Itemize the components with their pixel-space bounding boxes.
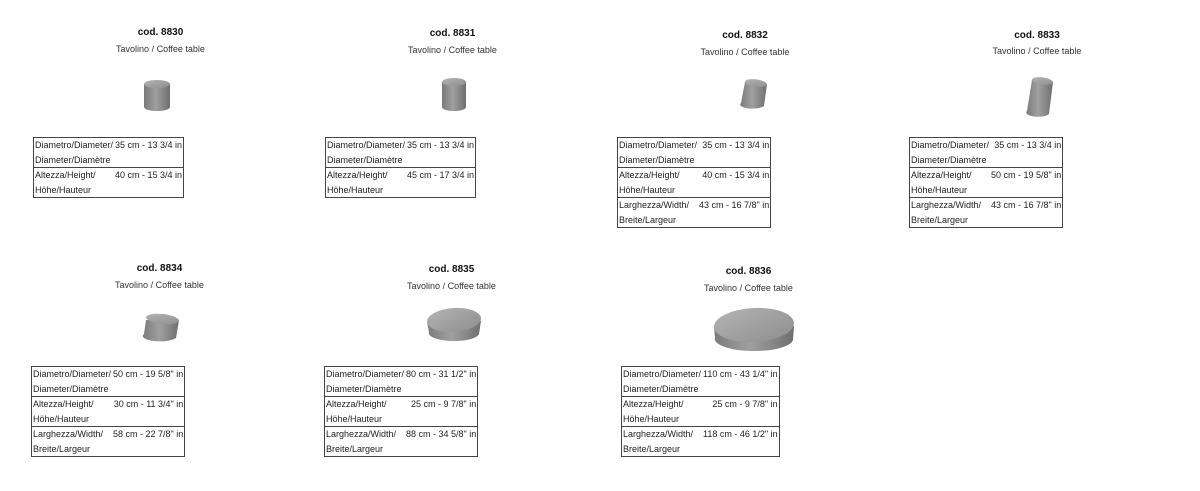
spec-table	[33, 137, 184, 198]
product-card-8832	[617, 30, 873, 230]
spec-row-height	[325, 397, 478, 427]
spec-label: Diametro/Diameter/	[326, 369, 405, 379]
spec-value: 80 cm - 31 1/2" in	[405, 367, 478, 397]
spec-label: Breite/Largeur	[623, 443, 681, 454]
spec-label: Diametro/Diameter/	[33, 369, 112, 379]
spec-row-diameter	[622, 367, 780, 397]
tilted-cylinder-icon	[738, 76, 770, 110]
spec-label: Altezza/Height/	[619, 170, 680, 180]
product-card-8831	[325, 28, 580, 200]
spec-table	[909, 137, 1063, 228]
spec-table	[325, 137, 476, 198]
product-subtitle: Tavolino / Coffee table	[704, 283, 793, 293]
spec-label: Diametro/Diameter/	[35, 140, 114, 150]
product-subtitle: Tavolino / Coffee table	[116, 44, 205, 54]
spec-label: Altezza/Height/	[327, 170, 388, 180]
spec-row-height	[618, 168, 771, 198]
spec-value: 35 cm - 13 3/4 in	[990, 138, 1063, 168]
product-card-8835	[324, 264, 579, 464]
spec-label: Diametro/Diameter/	[623, 369, 702, 379]
spec-value: 35 cm - 13 3/4 in	[406, 138, 476, 168]
product-subtitle: Tavolino / Coffee table	[700, 47, 790, 57]
spec-row-height	[34, 168, 184, 198]
spec-label: Höhe/Hauteur	[619, 184, 676, 195]
spec-row-height	[622, 397, 780, 427]
spec-label: Diameter/Diamètre	[619, 154, 695, 165]
spec-value: 50 cm - 19 5/8" in	[112, 367, 185, 397]
spec-table	[31, 366, 185, 457]
large-low-disc-icon	[711, 304, 797, 356]
spec-label: Höhe/Hauteur	[911, 184, 968, 195]
spec-value: 43 cm - 16 7/8" in	[990, 198, 1063, 228]
spec-label: Diameter/Diamètre	[33, 383, 109, 394]
spec-label: Diameter/Diamètre	[35, 154, 111, 165]
spec-row-width	[32, 427, 185, 457]
spec-value: 88 cm - 34 5/8" in	[405, 427, 478, 457]
spec-label: Höhe/Hauteur	[623, 413, 680, 424]
spec-label: Altezza/Height/	[326, 399, 387, 409]
spec-row-diameter	[910, 138, 1063, 168]
spec-row-height	[32, 397, 185, 427]
spec-label: Höhe/Hauteur	[327, 184, 384, 195]
spec-label: Breite/Largeur	[619, 214, 677, 225]
spec-table	[324, 366, 478, 457]
product-card-8833	[909, 30, 1165, 230]
product-subtitle: Tavolino / Coffee table	[408, 45, 497, 55]
spec-value: 110 cm - 43 1/4" in	[702, 367, 779, 397]
spec-label: Diameter/Diamètre	[327, 154, 403, 165]
spec-row-width	[618, 198, 771, 228]
spec-label: Höhe/Hauteur	[33, 413, 90, 424]
spec-table	[617, 137, 771, 228]
spec-label: Breite/Largeur	[911, 214, 969, 225]
cylinder-icon	[439, 77, 469, 113]
spec-label: Altezza/Height/	[623, 399, 684, 409]
spec-row-diameter	[326, 138, 476, 168]
spec-label: Diameter/Diamètre	[911, 154, 987, 165]
product-code: cod. 8833	[1014, 30, 1060, 41]
spec-label: Breite/Largeur	[326, 443, 384, 454]
spec-value: 35 cm - 13 3/4 in	[114, 138, 184, 168]
spec-value: 35 cm - 13 3/4 in	[698, 138, 771, 168]
spec-label: Höhe/Hauteur	[326, 413, 383, 424]
wide-tilted-cylinder-icon	[142, 308, 182, 342]
spec-value: 45 cm - 17 3/4 in	[406, 168, 476, 198]
product-card-8830	[33, 27, 288, 199]
low-disc-icon	[424, 304, 484, 344]
product-card-8836	[621, 266, 876, 466]
product-code: cod. 8830	[137, 27, 184, 38]
spec-row-diameter	[32, 367, 185, 397]
product-code: cod. 8835	[428, 264, 475, 275]
spec-label: Diametro/Diameter/	[911, 140, 990, 150]
spec-label: Breite/Largeur	[33, 443, 91, 454]
spec-value: 58 cm - 22 7/8" in	[112, 427, 185, 457]
product-card-8834	[31, 263, 288, 463]
product-code: cod. 8832	[722, 30, 768, 41]
spec-row-height	[910, 168, 1063, 198]
spec-label: Diametro/Diameter/	[619, 140, 698, 150]
spec-label: Diametro/Diameter/	[327, 140, 406, 150]
spec-row-diameter	[34, 138, 184, 168]
product-subtitle: Tavolino / Coffee table	[407, 281, 496, 291]
spec-value: 50 cm - 19 5/8" in	[990, 168, 1063, 198]
product-subtitle: Tavolino / Coffee table	[992, 46, 1082, 56]
spec-label: Altezza/Height/	[911, 170, 972, 180]
spec-row-width	[325, 427, 478, 457]
spec-label: Diameter/Diamètre	[623, 383, 699, 394]
spec-row-height	[326, 168, 476, 198]
spec-label: Altezza/Height/	[33, 399, 94, 409]
spec-value: 40 cm - 15 3/4 in	[114, 168, 184, 198]
tall-tilted-cylinder-icon	[1024, 74, 1056, 118]
short-cylinder-icon	[141, 79, 173, 113]
spec-value: 25 cm - 9 7/8" in	[702, 397, 779, 427]
spec-value: 118 cm - 46 1/2" in	[702, 427, 779, 457]
spec-row-diameter	[325, 367, 478, 397]
spec-label: Larghezza/Width/	[911, 200, 982, 210]
spec-label: Larghezza/Width/	[619, 200, 690, 210]
spec-row-width	[622, 427, 780, 457]
product-code: cod. 8831	[429, 28, 476, 39]
spec-row-width	[910, 198, 1063, 228]
product-code: cod. 8836	[725, 266, 772, 277]
spec-label: Altezza/Height/	[35, 170, 96, 180]
spec-row-diameter	[618, 138, 771, 168]
spec-label: Höhe/Hauteur	[35, 184, 92, 195]
product-subtitle: Tavolino / Coffee table	[115, 280, 204, 290]
spec-table	[621, 366, 780, 457]
product-code: cod. 8834	[136, 263, 183, 274]
spec-value: 25 cm - 9 7/8" in	[405, 397, 478, 427]
spec-value: 43 cm - 16 7/8" in	[698, 198, 771, 228]
spec-value: 40 cm - 15 3/4 in	[698, 168, 771, 198]
spec-label: Larghezza/Width/	[326, 429, 397, 439]
spec-label: Diameter/Diamètre	[326, 383, 402, 394]
spec-value: 30 cm - 11 3/4" in	[112, 397, 185, 427]
spec-label: Larghezza/Width/	[33, 429, 104, 439]
spec-label: Larghezza/Width/	[623, 429, 694, 439]
